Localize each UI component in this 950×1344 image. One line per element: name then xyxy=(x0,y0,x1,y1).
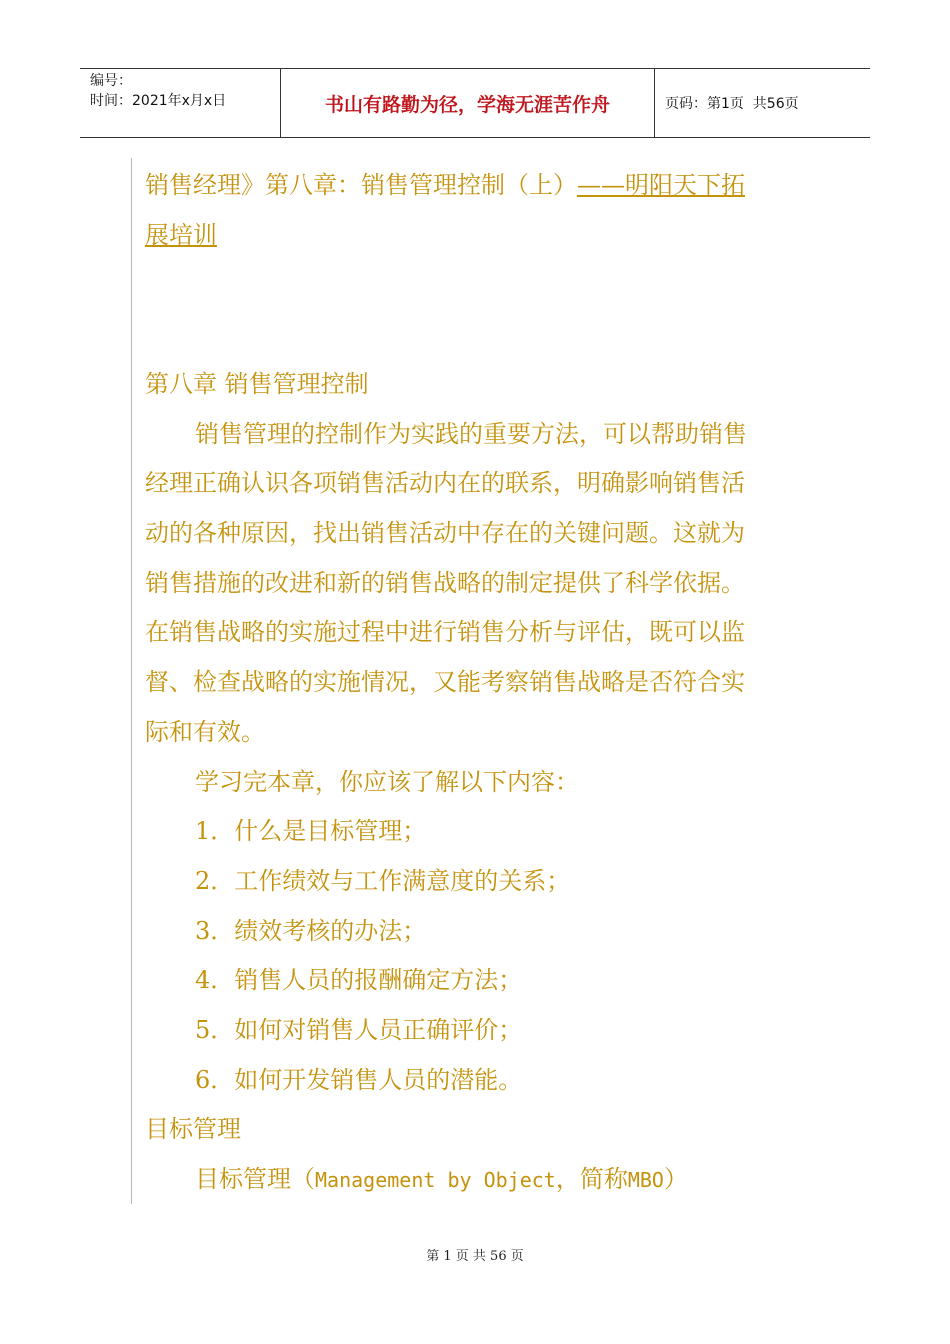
page-info: 页码：第1页 共56页 xyxy=(665,96,799,112)
list-item: 3．绩效考核的办法； xyxy=(195,916,427,945)
list-item: 2．工作绩效与工作满意度的关系； xyxy=(195,866,571,895)
header-page-cell xyxy=(655,69,870,137)
doc-title-line2 xyxy=(145,210,815,260)
spacer xyxy=(145,260,815,360)
list-item: 6．如何开发销售人员的潜能。 xyxy=(195,1065,523,1094)
paragraph-line: 督、检查战略的实施情况，又能考察销售战略是否符合实 xyxy=(145,668,745,697)
paragraph-line: 经理正确认识各项销售活动内在的联系，明确影响销售活 xyxy=(145,469,745,498)
title-text: 销售经理》第八章：销售管理控制（上） xyxy=(145,171,577,199)
motto: 书山有路勤为径，学海无涯苦作舟 xyxy=(324,93,610,116)
mbo-prefix: 目标管理（ xyxy=(195,1165,315,1193)
header-motto-cell xyxy=(281,69,655,137)
paragraph-line: 际和有效。 xyxy=(145,717,265,746)
time-label: 时间：2021年x月x日 xyxy=(90,93,227,109)
mbo-abbr: MBO xyxy=(627,1168,664,1192)
mbo-close: ） xyxy=(663,1165,688,1193)
list-item: 5．如何对销售人员正确评价； xyxy=(195,1015,523,1044)
list-item: 1．什么是目标管理； xyxy=(195,817,427,846)
mbo-line xyxy=(145,1155,815,1205)
list-item: 4．销售人员的报酬确定方法； xyxy=(195,966,523,995)
title-link[interactable]: ——明阳天下拓 xyxy=(577,171,745,199)
chapter-heading: 第八章 销售管理控制 xyxy=(145,370,369,398)
document-body xyxy=(145,160,815,1205)
page-footer: 第 1 页 共 56 页 xyxy=(426,1249,524,1264)
header-table xyxy=(80,68,870,138)
paragraph-line: 在销售战略的实施过程中进行销售分析与评估，既可以监 xyxy=(145,618,745,647)
mbo-english: Management by Object xyxy=(315,1168,556,1192)
paragraph-line: 销售措施的改进和新的销售战略的制定提供了科学依据。 xyxy=(145,568,745,597)
paragraph-line: 销售管理的控制作为实践的重要方法，可以帮助销售 xyxy=(195,419,747,448)
margin-line xyxy=(131,158,132,1204)
paragraph-line: 动的各种原因，找出销售活动中存在的关键问题。这就为 xyxy=(145,519,745,548)
learn-intro: 学习完本章，你应该了解以下内容： xyxy=(195,767,579,796)
number-label: 编号： xyxy=(90,73,132,89)
mbo-suffix: ，简称 xyxy=(555,1165,628,1193)
title-link-continued[interactable]: 展培训 xyxy=(145,221,217,249)
doc-title xyxy=(145,160,815,210)
section-heading: 目标管理 xyxy=(145,1115,241,1144)
header-left-cell xyxy=(80,69,281,137)
